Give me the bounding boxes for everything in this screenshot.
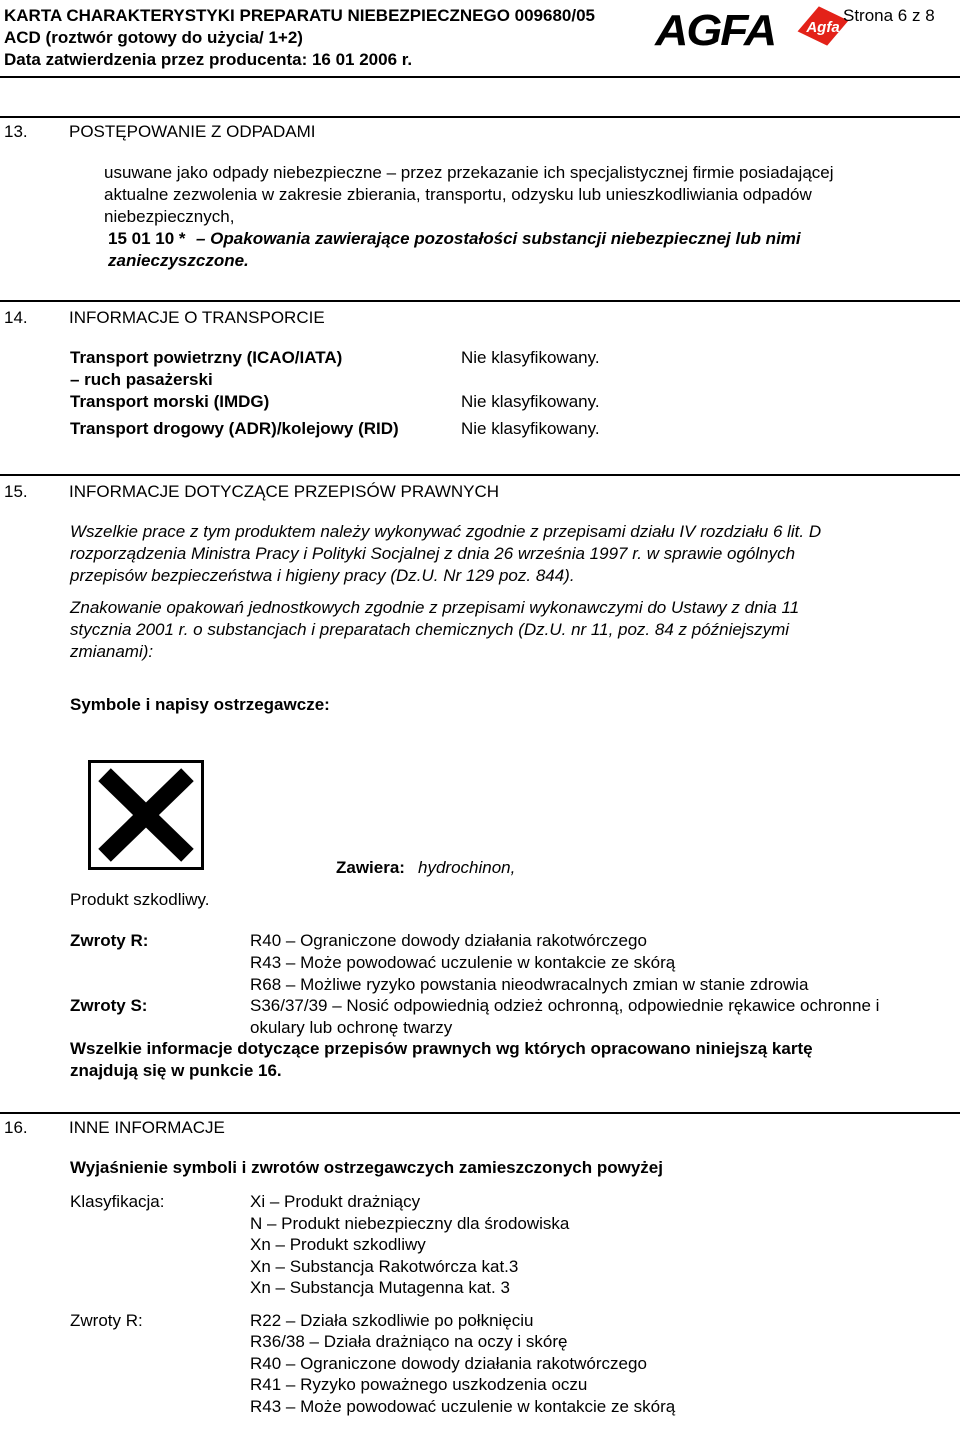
s15-p1-line: Wszelkie prace z tym produktem należy wykonywać zgodnie z przepisami działu IV rozdziału 6 lit. D <box>70 522 822 541</box>
transport-label: Transport powietrzny (ICAO/IATA) <box>70 348 343 367</box>
transport-value: Nie klasyfikowany. <box>461 419 600 438</box>
s-phrases-label: Zwroty S: <box>70 996 148 1015</box>
header-rule <box>0 76 960 78</box>
s13-line: usuwane jako odpady niebezpieczne – przez przekazanie ich specjalistycznej firmie posiadającej <box>104 163 834 182</box>
s13-line: niebezpiecznych, <box>104 207 235 226</box>
symbols-heading: Symbole i napisy ostrzegawcze: <box>70 695 330 714</box>
section-16-number: 16. <box>4 1118 28 1137</box>
section-14-rule <box>0 300 960 302</box>
classification-item: N – Produkt niebezpieczny dla środowiska <box>250 1214 570 1233</box>
waste-code: 15 01 10 * <box>108 229 186 248</box>
contains-value: hydrochinon, <box>418 858 516 877</box>
s15-p1-line: przepisów bezpieczeństwa i higieny pracy (Dz.U. Nr 129 poz. 844). <box>70 566 575 585</box>
s15-p1-line: rozporządzenia Ministra Pracy i Polityki Socjalnej z dnia 26 września 1997 r. w sprawie ogólnych <box>70 544 796 563</box>
classification-item: Xn – Produkt szkodliwy <box>250 1235 426 1254</box>
transport-label: – ruch pasażerski <box>70 370 213 389</box>
s16-r-phrase: R43 – Może powodować uczulenie w kontakcie ze skórą <box>250 1397 676 1416</box>
legal-note: znajdują się w punkcie 16. <box>70 1061 282 1080</box>
xn-harmful-cross-icon <box>88 760 204 870</box>
section-16-rule <box>0 1112 960 1114</box>
product-name: ACD (roztwór gotowy do użycia/ 1+2) <box>4 28 303 47</box>
section-15-title: INFORMACJE DOTYCZĄCE PRZEPISÓW PRAWNYCH <box>69 482 500 501</box>
symbol-caption: Produkt szkodliwy. <box>70 890 210 909</box>
s15-p2-line: zmianami): <box>70 642 154 661</box>
page-number: Strona 6 z 8 <box>843 6 935 25</box>
s15-p2-line: stycznia 2001 r. o substancjach i preparatach chemicznych (Dz.U. nr 11, poz. 84 z późniejszymi <box>70 620 790 639</box>
r-phrase: R68 – Możliwe ryzyko powstania nieodwracalnych zmian w stanie zdrowia <box>250 975 809 994</box>
r-phrase: R40 – Ograniczone dowody działania rakotwórczego <box>250 931 647 950</box>
badge-text: Agfa <box>806 19 840 36</box>
section-13-title: POSTĘPOWANIE Z ODPADAMI <box>69 122 316 141</box>
transport-value: Nie klasyfikowany. <box>461 392 600 411</box>
legal-note: Wszelkie informacje dotyczące przepisów prawnych wg których opracowano niniejszą kartę <box>70 1039 813 1058</box>
section-15-rule <box>0 474 960 476</box>
classification-item: Xi – Produkt drażniący <box>250 1192 421 1211</box>
transport-label: Transport morski (IMDG) <box>70 392 270 411</box>
waste-code-desc-cont: zanieczyszczone. <box>108 251 249 270</box>
classification-item: Xn – Substancja Mutagenna kat. 3 <box>250 1278 510 1297</box>
s13-line: aktualne zezwolenia w zakresie zbierania, transportu, odzysku lub unieszkodliwiania odpadów <box>104 185 812 204</box>
section-14-number: 14. <box>4 308 28 327</box>
s-phrase: okulary lub ochronę twarzy <box>250 1018 453 1037</box>
s-phrase: S36/37/39 – Nosić odpowiednią odzież ochronną, odpowiednie rękawice ochronne i <box>250 996 880 1015</box>
waste-code-desc: – Opakowania zawierające pozostałości substancji niebezpiecznej lub nimi <box>196 229 801 248</box>
transport-value: Nie klasyfikowany. <box>461 348 600 367</box>
agfa-logo: AGFA <box>655 6 776 55</box>
r-phrase: R43 – Może powodować uczulenie w kontakcie ze skórą <box>250 953 676 972</box>
s16-r-label: Zwroty R: <box>70 1311 143 1330</box>
s16-r-phrase: R40 – Ograniczone dowody działania rakotwórczego <box>250 1354 647 1373</box>
section-15-number: 15. <box>4 482 28 501</box>
s15-p2-line: Znakowanie opakowań jednostkowych zgodnie z przepisami wykonawczymi do Ustawy z dnia 11 <box>70 598 800 617</box>
s16-r-phrase: R36/38 – Działa drażniąco na oczy i skórę <box>250 1332 568 1351</box>
classification-item: Xn – Substancja Rakotwórcza kat.3 <box>250 1257 519 1276</box>
r-phrases-label: Zwroty R: <box>70 931 149 950</box>
approval-date: Data zatwierdzenia przez producenta: 16 01 2006 r. <box>4 50 413 69</box>
transport-label: Transport drogowy (ADR)/kolejowy (RID) <box>70 419 399 438</box>
section-13-number: 13. <box>4 122 28 141</box>
s16-r-phrase: R41 – Ryzyko poważnego uszkodzenia oczu <box>250 1375 588 1394</box>
classification-label: Klasyfikacja: <box>70 1192 165 1211</box>
s16-r-phrase: R22 – Działa szkodliwie po połknięciu <box>250 1311 534 1330</box>
section-16-title: INNE INFORMACJE <box>69 1118 225 1137</box>
s16-subheading: Wyjaśnienie symboli i zwrotów ostrzegawczych zamieszczonych powyżej <box>70 1158 663 1177</box>
section-13-rule <box>0 116 960 118</box>
contains-label: Zawiera: <box>336 858 405 877</box>
section-14-title: INFORMACJE O TRANSPORCIE <box>69 308 325 327</box>
document-title: KARTA CHARAKTERYSTYKI PREPARATU NIEBEZPIECZNEGO 009680/05 <box>4 6 596 25</box>
